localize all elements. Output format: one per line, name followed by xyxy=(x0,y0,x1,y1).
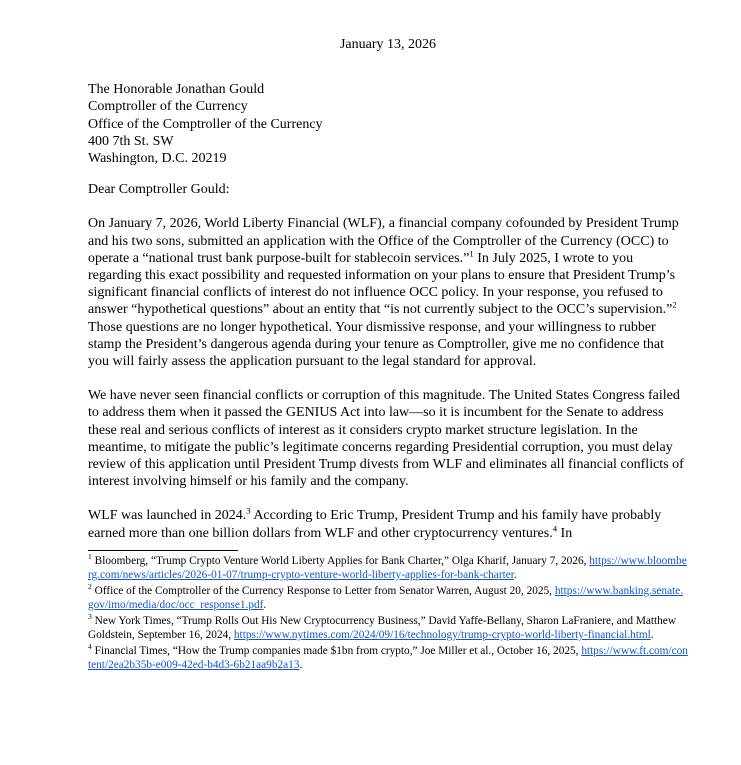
body-paragraph: On January 7, 2026, World Liberty Financial (WLF), a financial company cofounded by President Trump and his two sons, submitted an application with the Office of the Comptroller of the Currency (OCC) to operate a “national trust bank purpose-built for stablecoin services.”$^1$ In July 2025, I wrote to you regarding this exact possibility and requested information on your plans to ensure that President Trump’s significant financial conflicts of interest do not influence OCC policy. In your response, you refused to answer “hypothetical questions” about an entity that “is not currently subject to the OCC’s supervision.”$^2$ Those questions are no longer hypothetical. Your dismissive response, and your willingness to rubber stamp the President’s dangerous agenda during your tenure as Comptroller, give me no confidence that you will fairly assess the application pursuant to the legal standard for approval. xyxy=(88,216,679,370)
footnote-link[interactable]: https://www.ft.com/content/2ea2b35b-e009-42ed-b4d3-6b21aa9b2a13 xyxy=(88,645,688,671)
footnote-number: 1 xyxy=(88,552,92,562)
footnote-ref: 2 xyxy=(672,299,677,310)
footnote: $^3$ New York Times, “Trump Rolls Out His New Cryptocurrency Business,” David Yaffe-Bellany, Sharon LaFraniere, and Matthew Goldstein, September 16, 2024, https://www.nytimes.com/2024/09/16/technology/trump-crypto-world-liberty-financial.html. xyxy=(88,612,676,641)
address-line: Comptroller of the Currency xyxy=(88,99,248,115)
address-line: Office of the Comptroller of the Currency xyxy=(88,116,323,132)
body-paragraph: WLF was launched in 2024.$^3$ According to Eric Trump, President Trump and his family have probably earned more than one billion dollars from WLF and other cryptocurrency ventures.$^4$ In xyxy=(88,505,662,541)
footnote-ref: 1 xyxy=(469,248,474,259)
footnote-link[interactable]: https://www.nytimes.com/2024/09/16/technology/trump-crypto-world-liberty-financial.html xyxy=(233,628,651,641)
footnote: $^4$ Financial Times, “How the Trump companies made $1bn from crypto,” Joe Miller et al., October 16, 2025, https://www.ft.com/content/2ea2b35b-e009-42ed-b4d3-6b21aa9b2a13. xyxy=(88,642,688,671)
footnote-ref: 3 xyxy=(246,505,251,516)
footnote-link[interactable]: https://www.banking.senate.gov/imo/media/doc/occ_response1.pdf xyxy=(88,584,684,611)
footnote-ref: 4 xyxy=(552,523,558,534)
address-line: Washington, D.C. 20219 xyxy=(88,151,227,167)
footnote-separator xyxy=(88,550,238,551)
footnote-number: 4 xyxy=(88,642,92,652)
footnote-number: 2 xyxy=(88,582,92,592)
letter-date: January 13, 2026 xyxy=(339,37,437,52)
recipient-address xyxy=(88,81,688,167)
salutation: Dear Comptroller Gould: xyxy=(88,182,230,198)
footnote: $^2$ Office of the Comptroller of the Currency Response to Letter from Senator Warren, August 20, 2025, https://www.banking.senate.gov/imo/media/doc/occ_response1.pdf. xyxy=(88,582,684,611)
footnote-number: 3 xyxy=(88,612,92,622)
footnote: $^1$ Bloomberg, “Trump Crypto Venture World Liberty Applies for Bank Charter,” Olga Kharif, January 7, 2026, https://www.bloomberg.com/news/articles/2026-01-07/trump-crypto-venture-world-liberty-applies-for-bank-charter. xyxy=(88,552,687,581)
address-line: The Honorable Jonathan Gould xyxy=(88,82,265,98)
letter-body xyxy=(88,215,688,541)
footnote-link[interactable]: https://www.bloomberg.com/news/articles/2026-01-07/trump-crypto-venture-world-liberty-applies-for-bank-charter xyxy=(88,554,687,581)
address-line: 400 7th St. SW xyxy=(88,133,174,149)
footnotes xyxy=(88,552,688,673)
body-paragraph: We have never seen financial conflicts or corruption of this magnitude. The United States Congress failed to address them when it passed the GENIUS Act into law—so it is incumbent for the Senate to address these real and serious conflicts of interest as it considers crypto market structure legislation. In the meantime, to mitigate the public’s legitimate concerns regarding Presidential corruption, you must delay review of this application until President Trump divests from WLF and eliminates all financial conflicts of interest involving himself or his family and the company. xyxy=(88,388,684,490)
letter-content xyxy=(88,81,688,673)
